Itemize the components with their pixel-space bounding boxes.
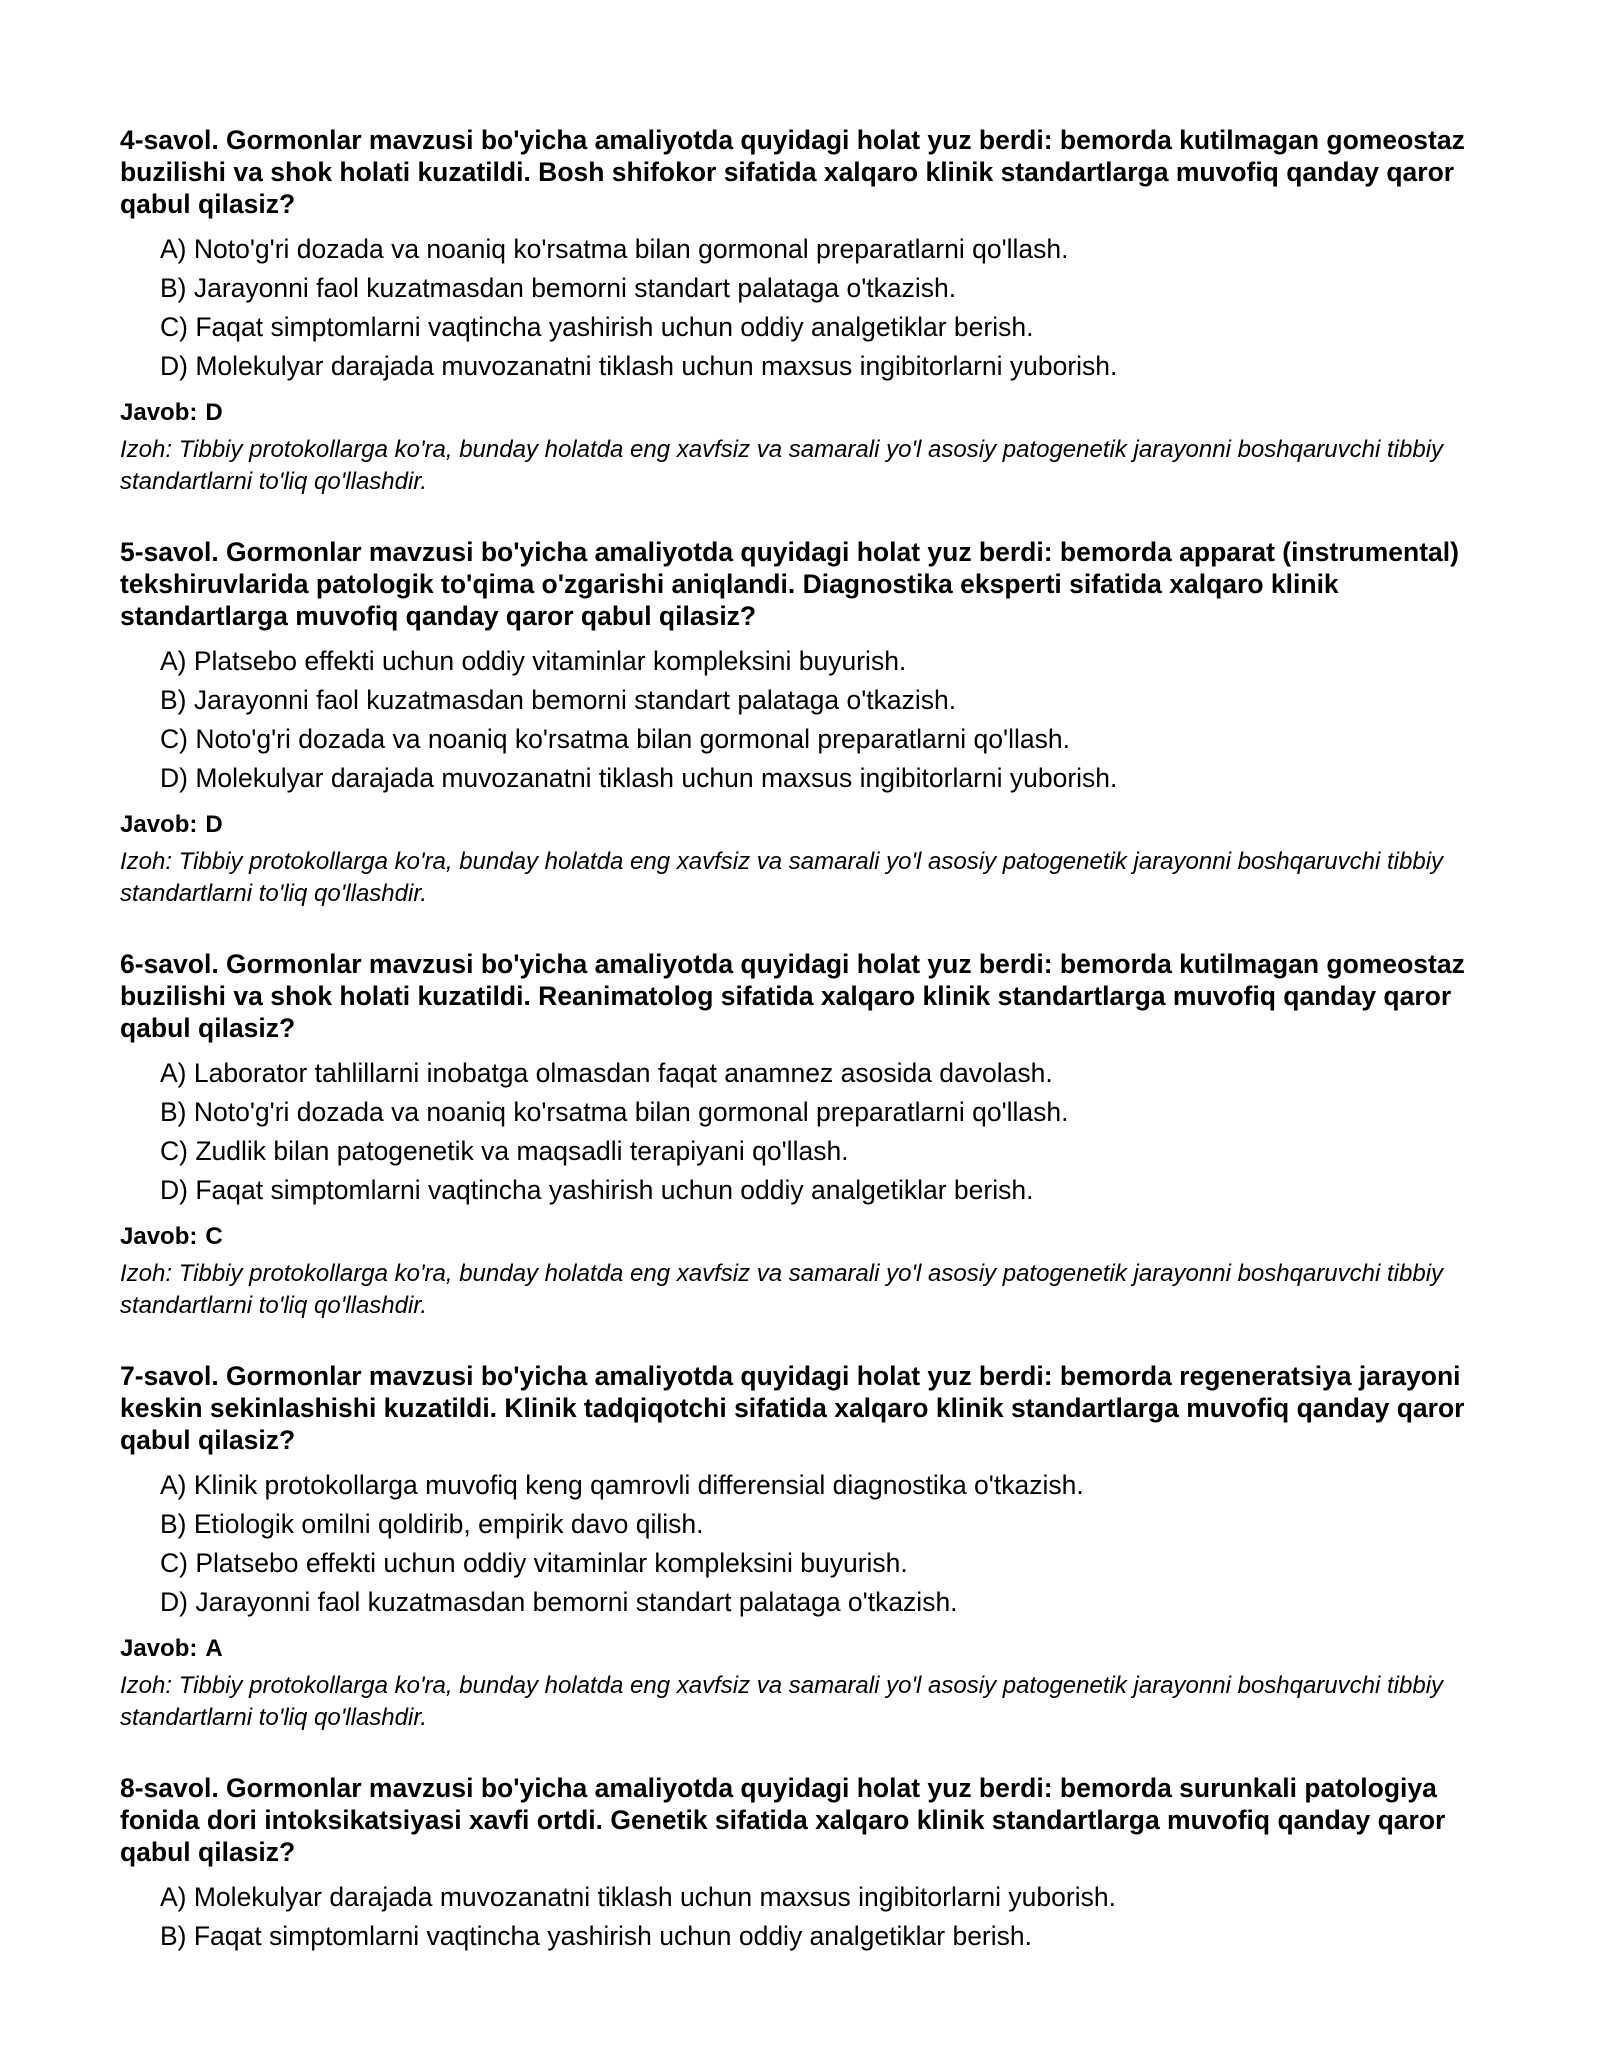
explanation-text: Izoh: Tibbiy protokollarga ko'ra, bunday holatda eng xavfsiz va samarali yo'l asosiy patogenetik jarayonni boshqaruvchi tibbiy standartlarni to'liq qo'llashdir. xyxy=(120,1260,1444,1319)
answer-line xyxy=(120,1634,1490,1664)
question-block-5 xyxy=(120,536,1490,910)
option-b: B) Jarayonni faol kuzatmasdan bemorni standart palataga o'tkazish. xyxy=(160,685,957,715)
option-a: A) Laborator tahlillarni inobatga olmasdan faqat anamnez asosida davolash. xyxy=(160,1058,1053,1088)
question-text: 4-savol. Gormonlar mavzusi bo'yicha amaliyotda quyidagi holat yuz berdi: bemorda kutilmagan gomeostaz buzilishi va shok holati kuzatildi. Bosh shifokor sifatida xalqaro klinik standartlarga muvofiq qanday qaror qabul qilasiz? xyxy=(120,125,1465,219)
option-c: C) Faqat simptomlarni vaqtincha yashirish uchun oddiy analgetiklar berish. xyxy=(160,312,1034,342)
answer-label: Javob: xyxy=(120,1635,198,1662)
option-d: D) Jarayonni faol kuzatmasdan bemorni standart palataga o'tkazish. xyxy=(160,1587,958,1617)
question-block-6 xyxy=(120,948,1490,1322)
explanation-text: Izoh: Tibbiy protokollarga ko'ra, bunday holatda eng xavfsiz va samarali yo'l asosiy patogenetik jarayonni boshqaruvchi tibbiy standartlarni to'liq qo'llashdir. xyxy=(120,436,1444,495)
option-a: A) Noto'g'ri dozada va noaniq ko'rsatma bilan gormonal preparatlarni qo'llash. xyxy=(160,234,1069,264)
answer-letter: D xyxy=(205,811,223,838)
answer-label: Javob: xyxy=(120,399,198,426)
question-block-7 xyxy=(120,1360,1490,1734)
options-list xyxy=(120,1054,1490,1210)
answer-line xyxy=(120,1222,1490,1252)
answer-letter: D xyxy=(205,399,223,426)
answer-letter: A xyxy=(205,1635,223,1662)
explanation-text: Izoh: Tibbiy protokollarga ko'ra, bunday holatda eng xavfsiz va samarali yo'l asosiy patogenetik jarayonni boshqaruvchi tibbiy standartlarni to'liq qo'llashdir. xyxy=(120,848,1444,907)
answer-label: Javob: xyxy=(120,811,198,838)
explanation-text: Izoh: Tibbiy protokollarga ko'ra, bunday holatda eng xavfsiz va samarali yo'l asosiy patogenetik jarayonni boshqaruvchi tibbiy standartlarni to'liq qo'llashdir. xyxy=(120,1672,1444,1731)
answer-label: Javob: xyxy=(120,1223,198,1250)
answer-letter: C xyxy=(205,1223,223,1250)
option-b: B) Noto'g'ri dozada va noaniq ko'rsatma bilan gormonal preparatlarni qo'llash. xyxy=(160,1097,1069,1127)
question-text: 5-savol. Gormonlar mavzusi bo'yicha amaliyotda quyidagi holat yuz berdi: bemorda apparat (instrumental) tekshiruvlarida patologik to'qima o'zgarishi aniqlandi. Diagnostika eksperti sifatida xalqaro klinik standartlarga muvofiq qanday qaror qabul qilasiz? xyxy=(120,537,1459,631)
option-a: A) Platsebo effekti uchun oddiy vitaminlar kompleksini buyurish. xyxy=(160,646,907,676)
option-d: D) Molekulyar darajada muvozanatni tiklash uchun maxsus ingibitorlarni yuborish. xyxy=(160,763,1118,793)
option-c: C) Noto'g'ri dozada va noaniq ko'rsatma bilan gormonal preparatlarni qo'llash. xyxy=(160,724,1070,754)
option-b: B) Faqat simptomlarni vaqtincha yashirish uchun oddiy analgetiklar berish. xyxy=(160,1921,1032,1951)
option-d: D) Molekulyar darajada muvozanatni tiklash uchun maxsus ingibitorlarni yuborish. xyxy=(160,351,1118,381)
option-a: A) Klinik protokollarga muvofiq keng qamrovli differensial diagnostika o'tkazish. xyxy=(160,1470,1084,1500)
option-b: B) Jarayonni faol kuzatmasdan bemorni standart palataga o'tkazish. xyxy=(160,273,957,303)
option-d: D) Faqat simptomlarni vaqtincha yashirish uchun oddiy analgetiklar berish. xyxy=(160,1175,1034,1205)
question-text: 8-savol. Gormonlar mavzusi bo'yicha amaliyotda quyidagi holat yuz berdi: bemorda surunkali patologiya fonida dori intoksikatsiyasi xavfi ortdi. Genetik sifatida xalqaro klinik standartlarga muvofiq qanday qaror qabul qilasiz? xyxy=(120,1773,1446,1867)
option-c: C) Zudlik bilan patogenetik va maqsadli terapiyani qo'llash. xyxy=(160,1136,849,1166)
question-text: 6-savol. Gormonlar mavzusi bo'yicha amaliyotda quyidagi holat yuz berdi: bemorda kutilmagan gomeostaz buzilishi va shok holati kuzatildi. Reanimatolog sifatida xalqaro klinik standartlarga muvofiq qanday qaror qabul qilasiz? xyxy=(120,949,1465,1043)
options-list xyxy=(120,1878,1490,1956)
option-b: B) Etiologik omilni qoldirib, empirik davo qilish. xyxy=(160,1509,704,1539)
options-list xyxy=(120,642,1490,798)
option-a: A) Molekulyar darajada muvozanatni tiklash uchun maxsus ingibitorlarni yuborish. xyxy=(160,1882,1116,1912)
answer-line xyxy=(120,810,1490,840)
document-page xyxy=(120,124,1490,1994)
answer-line xyxy=(120,398,1490,428)
options-list xyxy=(120,1466,1490,1622)
question-block-4 xyxy=(120,124,1490,498)
option-c: C) Platsebo effekti uchun oddiy vitaminlar kompleksini buyurish. xyxy=(160,1548,908,1578)
options-list xyxy=(120,230,1490,386)
question-text: 7-savol. Gormonlar mavzusi bo'yicha amaliyotda quyidagi holat yuz berdi: bemorda regeneratsiya jarayoni keskin sekinlashishi kuzatildi. Klinik tadqiqotchi sifatida xalqaro klinik standartlarga muvofiq qanday qaror qabul qilasiz? xyxy=(120,1361,1465,1455)
question-block-8 xyxy=(120,1772,1490,1956)
